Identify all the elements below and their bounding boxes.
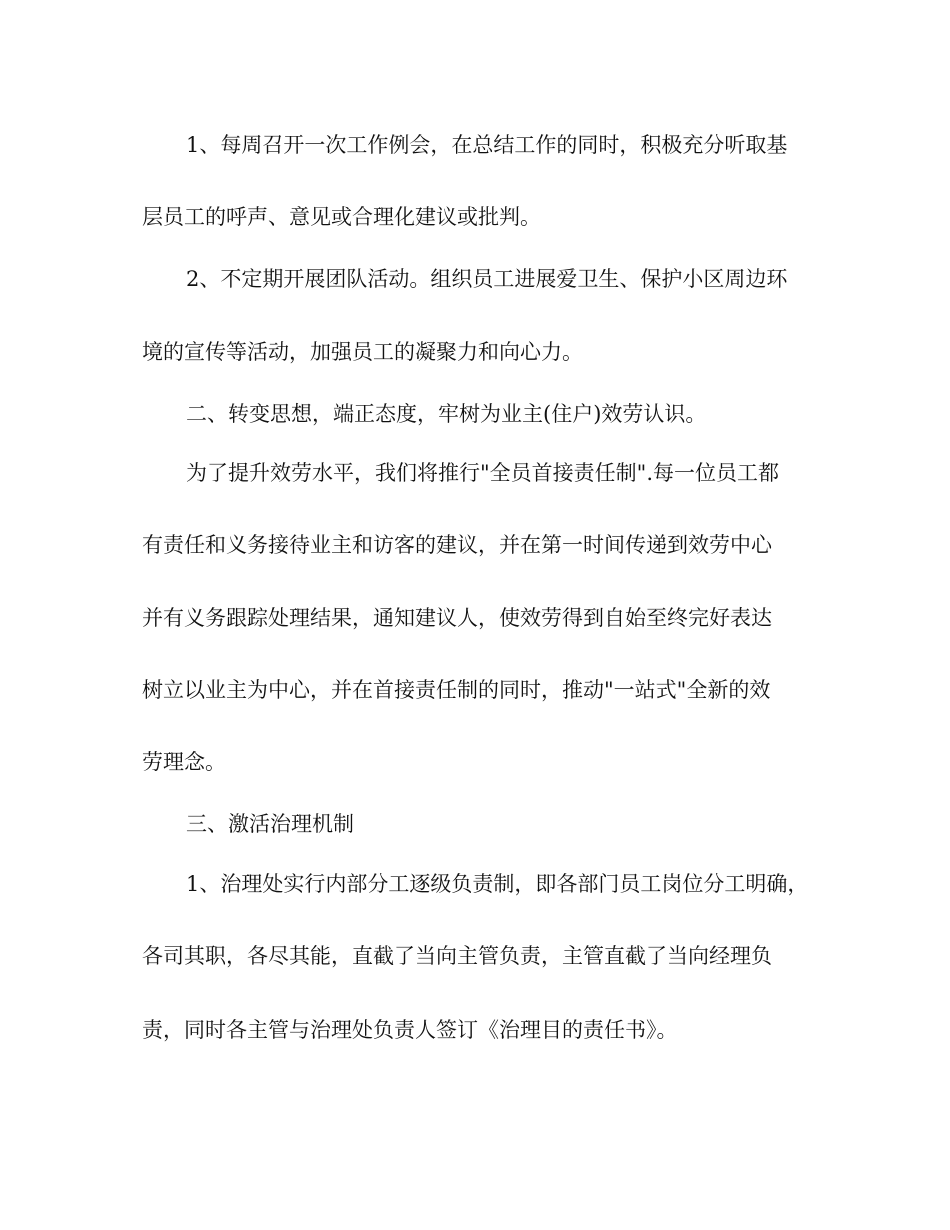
paragraph-line-1: 1、每周召开一次工作例会，在总结工作的同时，积极充分听取基 bbox=[186, 133, 788, 157]
paragraph-line-8: 并有义务跟踪处理结果，通知建议人，使效劳得到自始至终完好表达 bbox=[142, 606, 772, 630]
paragraph-line-9: 树立以业主为中心，并在首接责任制的同时，推动"一站式"全新的效 bbox=[142, 678, 771, 702]
paragraph-line-13: 各司其职，各尽其能，直截了当向主管负责，主管直截了当向经理负 bbox=[142, 944, 772, 968]
paragraph-line-10: 劳理念。 bbox=[142, 750, 226, 774]
section-heading-3: 三、激活治理机制 bbox=[186, 812, 354, 836]
paragraph-line-3: 2、不定期开展团队活动。组织员工进展爱卫生、保护小区周边环 bbox=[186, 267, 788, 291]
paragraph-line-14: 责，同时各主管与治理处负责人签订《治理目的责任书》。 bbox=[142, 1018, 678, 1042]
paragraph-line-7: 有责任和义务接待业主和访客的建议，并在第一时间传递到效劳中心 bbox=[142, 533, 772, 557]
section-heading-2: 二、转变思想，端正态度，牢树为业主(住户)效劳认识。 bbox=[186, 402, 707, 426]
paragraph-line-2: 层员工的呼声、意见或合理化建议或批判。 bbox=[142, 205, 541, 229]
paragraph-line-6: 为了提升效劳水平，我们将推行"全员首接责任制".每一位员工都 bbox=[186, 461, 779, 485]
paragraph-line-12: 1、治理处实行内部分工逐级负责制，即各部门员工岗位分工明确， bbox=[186, 872, 809, 896]
paragraph-line-4: 境的宣传等活动，加强员工的凝聚力和向心力。 bbox=[142, 340, 583, 364]
